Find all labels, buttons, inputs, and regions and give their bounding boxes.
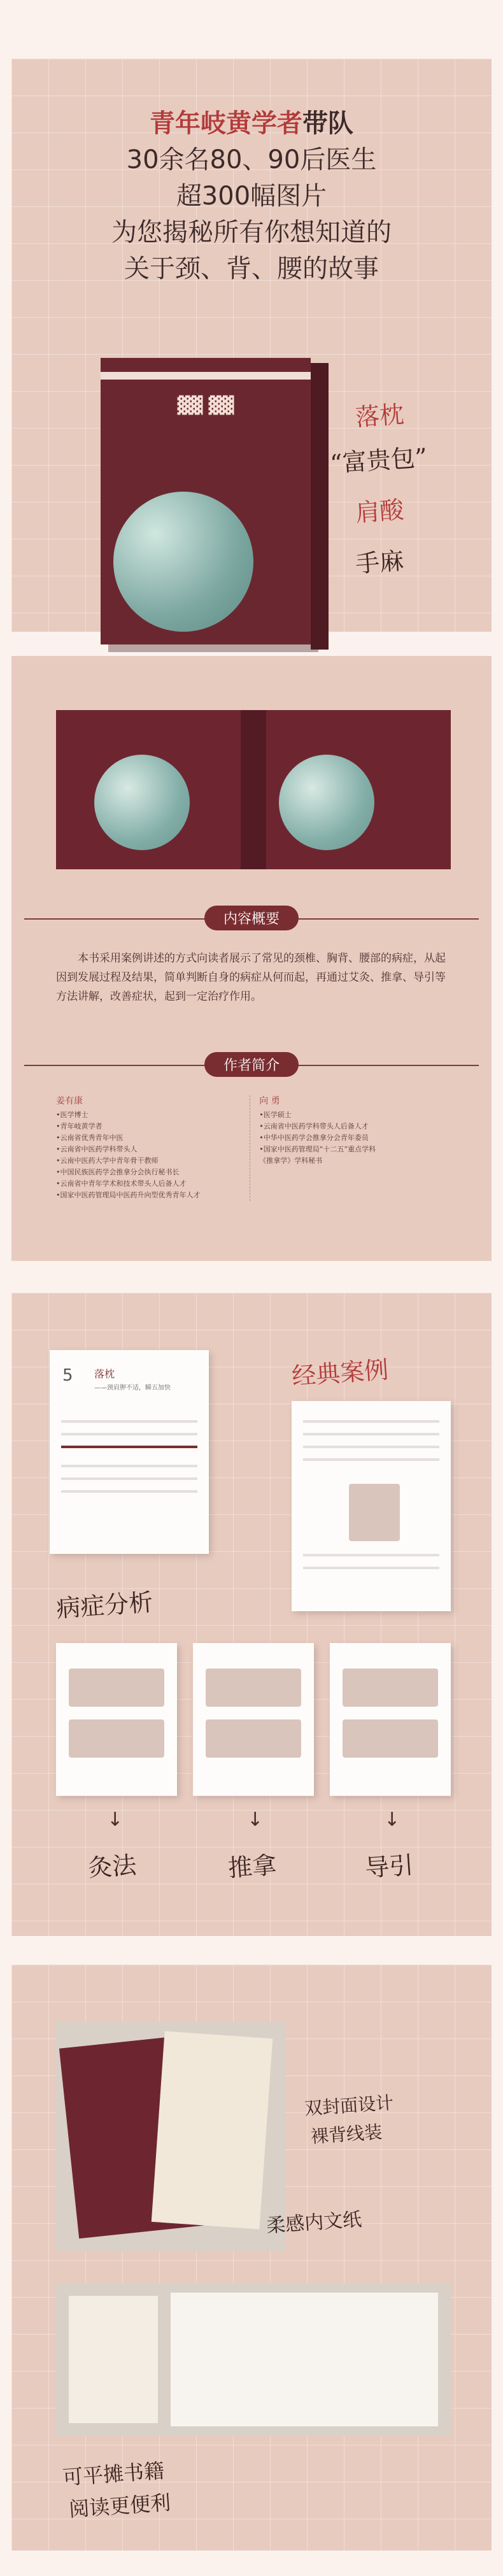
photo-placeholder	[343, 1719, 438, 1758]
text-line	[61, 1465, 197, 1467]
inner-pages-panel	[11, 1293, 492, 1936]
label-easy-reading: 阅读更便利	[68, 2490, 172, 2522]
hero-headline	[11, 103, 492, 285]
author-item: 《推拿学》学科秘书	[259, 1156, 323, 1165]
text-line	[61, 1433, 197, 1435]
spread-front-circle	[279, 755, 374, 850]
text-line	[61, 1490, 197, 1493]
sample-page-analysis	[292, 1401, 451, 1611]
photo-placeholder	[69, 1669, 164, 1707]
cover-cream-image	[152, 2031, 273, 2229]
author-item: •医学博士	[56, 1111, 89, 1119]
photo-placeholder	[206, 1669, 301, 1707]
cover-title-art: ▓▓ ▓▓	[177, 396, 234, 415]
cover-circle-art	[113, 492, 253, 632]
photo-placeholder	[343, 1669, 438, 1707]
label-disease-analysis: 病症分析	[55, 1588, 154, 1623]
label-tuina: 推拿	[227, 1851, 278, 1882]
label-double-cover: 双封面设计	[304, 2092, 395, 2119]
label-exposed-binding: 裸背线装	[310, 2121, 383, 2147]
intro-titlebar	[11, 904, 492, 932]
author-item: •青年岐黄学者	[56, 1122, 103, 1130]
hw-numb-hand: 手麻	[354, 546, 405, 578]
text-line	[303, 1433, 439, 1435]
book-cover-image	[101, 358, 311, 644]
hero-panel	[11, 59, 492, 632]
open-book-right-image	[171, 2293, 438, 2426]
intro-text: 本书采用案例讲述的方式向读者展示了常见的颈椎、胸背、腰部的病症，从起因到发展过程及结果，简单判断自身的病症从何而起，再通过艾灸、推拿、导引等方法讲解，改善症状，起到一定治疗作用。	[56, 952, 446, 1003]
text-line	[303, 1420, 439, 1423]
label-soft-paper: 柔感内文纸	[266, 2208, 363, 2238]
author-column-1	[56, 1095, 244, 1201]
author-item: •国家中医药管理局中医药升向型优秀青年人才	[56, 1191, 201, 1199]
intro-panel	[11, 656, 492, 1261]
author-item: •云南省中青年学术和技术带头人后备人才	[56, 1179, 187, 1188]
chapter-title: 落枕	[94, 1368, 115, 1380]
author-name: 向 勇	[259, 1096, 280, 1106]
author-item: •云南中医药大学中青年骨干教师	[56, 1156, 159, 1165]
hw-stiff-neck: 落枕	[354, 400, 405, 432]
label-daoyin: 导引	[364, 1851, 414, 1882]
down-arrow-icon: ↓	[107, 1809, 124, 1831]
text-line	[61, 1477, 197, 1480]
book-finish-panel	[11, 1965, 492, 2551]
text-line	[303, 1567, 439, 1569]
author-item: •云南省优秀青年中医	[56, 1134, 124, 1142]
highlight-line	[61, 1446, 197, 1448]
author-title: 作者简介	[204, 1052, 299, 1077]
down-arrow-icon: ↓	[384, 1809, 400, 1831]
text-line	[303, 1554, 439, 1556]
author-titlebar	[11, 1051, 492, 1079]
chapter-number: 5	[62, 1366, 73, 1385]
photo-two-covers	[56, 2022, 285, 2251]
spread-spine	[241, 710, 266, 869]
author-item: •云南省中医药学科带头人	[56, 1145, 138, 1153]
hero-line3: 超300幅图片	[176, 181, 327, 211]
cover-spine	[311, 363, 329, 650]
photo-placeholder	[349, 1484, 400, 1541]
author-list	[56, 1095, 447, 1223]
author-item: •中国民族医药学会推拿分会执行秘书长	[56, 1168, 180, 1176]
photo-placeholder	[206, 1719, 301, 1758]
label-classic-case: 经典案例	[290, 1355, 390, 1391]
author-name: 姜有康	[56, 1096, 83, 1106]
author-item: •医学硕士	[259, 1111, 292, 1119]
photo-placeholder	[69, 1719, 164, 1758]
author-column-2	[259, 1095, 447, 1167]
page-moxibustion	[56, 1643, 177, 1796]
cover-stripe	[101, 372, 311, 380]
hw-hump: “富贵包”	[329, 443, 429, 478]
page-daoyin	[330, 1643, 451, 1796]
intro-title: 内容概要	[204, 906, 299, 930]
text-line	[61, 1420, 197, 1423]
label-lay-flat: 可平摊书籍	[62, 2458, 166, 2490]
chapter-subtitle: ——颈肩胛不适，瞬五加快	[94, 1384, 171, 1391]
hero-line1-red: 青年岐黄学者	[150, 109, 302, 138]
hw-shoulder: 肩酸	[354, 495, 405, 527]
author-item: •中华中医药学会推拿分会青年委员	[259, 1134, 369, 1142]
page-tuina	[193, 1643, 314, 1796]
hero-line1-rest: 带队	[302, 109, 353, 138]
author-item: •云南省中医药学科带头人后备人才	[259, 1122, 369, 1130]
cover-spread-image	[56, 710, 451, 869]
author-item: •国家中医药管理局“十二五”重点学科	[259, 1145, 376, 1153]
open-book-left-image	[69, 2296, 158, 2423]
sample-page-case	[50, 1350, 209, 1554]
hero-line4: 为您揭秘所有你想知道的	[111, 218, 392, 247]
hero-line5: 关于颈、背、腰的故事	[124, 254, 379, 283]
text-line	[303, 1446, 439, 1448]
down-arrow-icon: ↓	[247, 1809, 264, 1831]
text-line	[303, 1458, 439, 1461]
label-moxibustion: 灸法	[87, 1851, 138, 1882]
hero-line2: 30余名80、90后医生	[126, 145, 377, 174]
spread-back-circle	[94, 755, 190, 850]
photo-book-open	[56, 2283, 451, 2436]
